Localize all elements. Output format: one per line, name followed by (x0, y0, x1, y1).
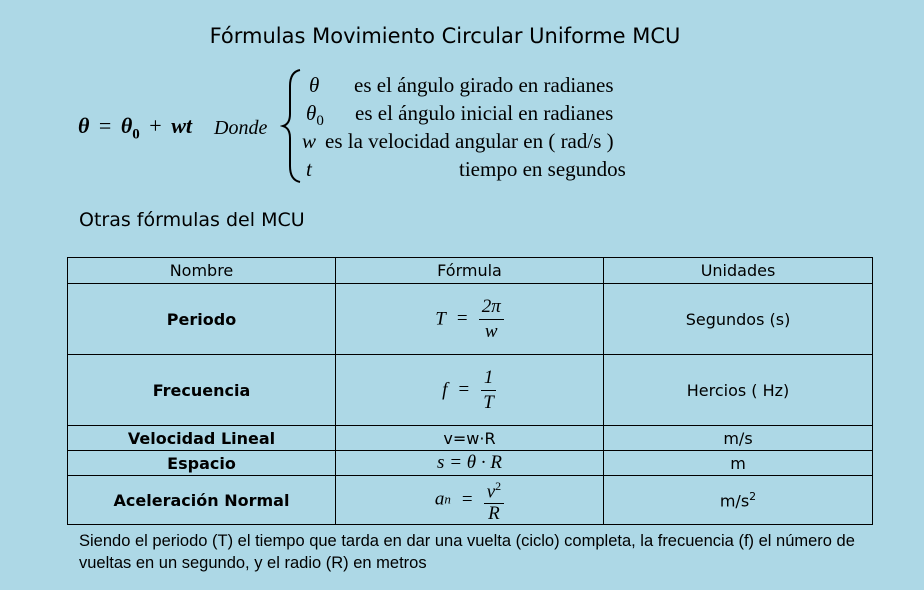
header-nombre: Nombre (68, 258, 336, 284)
formula-lhs: f (442, 379, 448, 400)
fraction-denominator: R (488, 502, 500, 524)
row-formula (336, 476, 604, 525)
row-name: Frecuencia (68, 355, 336, 426)
definition-row (306, 101, 324, 130)
formula-equals: = (98, 113, 112, 138)
formula-lhs: a (434, 488, 445, 510)
definition-row (309, 73, 319, 98)
definition-symbol: θ (309, 73, 320, 97)
row-name: Velocidad Lineal (68, 426, 336, 451)
row-units: m (604, 451, 873, 476)
row-name: Aceleración Normal (68, 476, 336, 525)
fraction-numerator-wrap (484, 476, 504, 503)
row-formula (336, 284, 604, 355)
fraction-denominator: T (483, 391, 494, 413)
formula-eq: = (456, 308, 468, 329)
definition-row (306, 157, 312, 182)
row-name: Espacio (68, 451, 336, 476)
formula-sub0: 0 (132, 126, 140, 143)
units-sup: 2 (749, 489, 757, 503)
donde-label: Donde (214, 117, 268, 139)
formula-wt: wt (171, 113, 192, 138)
definition-text: es la velocidad angular en ( rad/s ) (325, 129, 614, 153)
table-header-row (68, 258, 873, 284)
row-units (604, 476, 873, 525)
row-units: m/s (604, 426, 873, 451)
formulas-table (67, 257, 873, 525)
footnote-text: Siendo el periodo (T) el tiempo que tarda en dar una vuelta (ciclo) completa, la frecuencia (f) el número de vueltas en un segundo, y el radio (R) en metros (79, 532, 855, 572)
row-name: Periodo (68, 284, 336, 355)
table-row (68, 476, 873, 525)
formula-text: s = θ · R (437, 452, 502, 473)
table-row (68, 426, 873, 451)
main-formula (78, 113, 192, 143)
definition-text: tiempo en segundos (459, 157, 626, 181)
fraction-numerator: 1 (481, 366, 497, 391)
formula-theta: θ (78, 113, 90, 138)
formula-lhs-sub: n (444, 491, 451, 507)
table-row (68, 284, 873, 355)
table-row (68, 355, 873, 426)
formula-eq: = (461, 488, 473, 510)
header-unidades: Unidades (604, 258, 873, 284)
definition-text: es el ángulo inicial en radianes (355, 101, 614, 125)
fraction (480, 366, 497, 415)
definition-symbol: w (302, 129, 317, 153)
formula-plus: + (149, 113, 162, 138)
fraction (484, 476, 504, 523)
row-formula (336, 451, 604, 476)
row-formula (336, 355, 604, 426)
formula-eq: = (458, 379, 470, 400)
definition-symbol: θ (306, 101, 317, 125)
definition-sub: 0 (316, 113, 324, 130)
table-row (68, 451, 873, 476)
fraction (479, 295, 504, 344)
fraction-numerator-sup: 2 (495, 479, 502, 494)
definition-symbol: t (306, 157, 312, 181)
definition-text: es el ángulo girado en radianes (354, 73, 614, 97)
row-units: Segundos (s) (604, 284, 873, 355)
definition-row (302, 129, 316, 154)
curly-brace-icon (280, 66, 304, 186)
header-formula: Fórmula (336, 258, 604, 284)
units-text: m/s (719, 491, 750, 511)
formula-lhs: T (435, 308, 446, 329)
fraction-numerator: 2π (479, 295, 504, 320)
formula-theta0: θ (120, 113, 133, 138)
fraction-denominator: w (484, 320, 498, 342)
row-units: Hercios ( Hz) (604, 355, 873, 426)
page-title: Fórmulas Movimiento Circular Uniforme MCU (209, 24, 681, 48)
row-formula: v=w·R (336, 426, 604, 451)
section-subtitle: Otras fórmulas del MCU (79, 209, 305, 231)
fraction-numerator: v (486, 481, 496, 503)
